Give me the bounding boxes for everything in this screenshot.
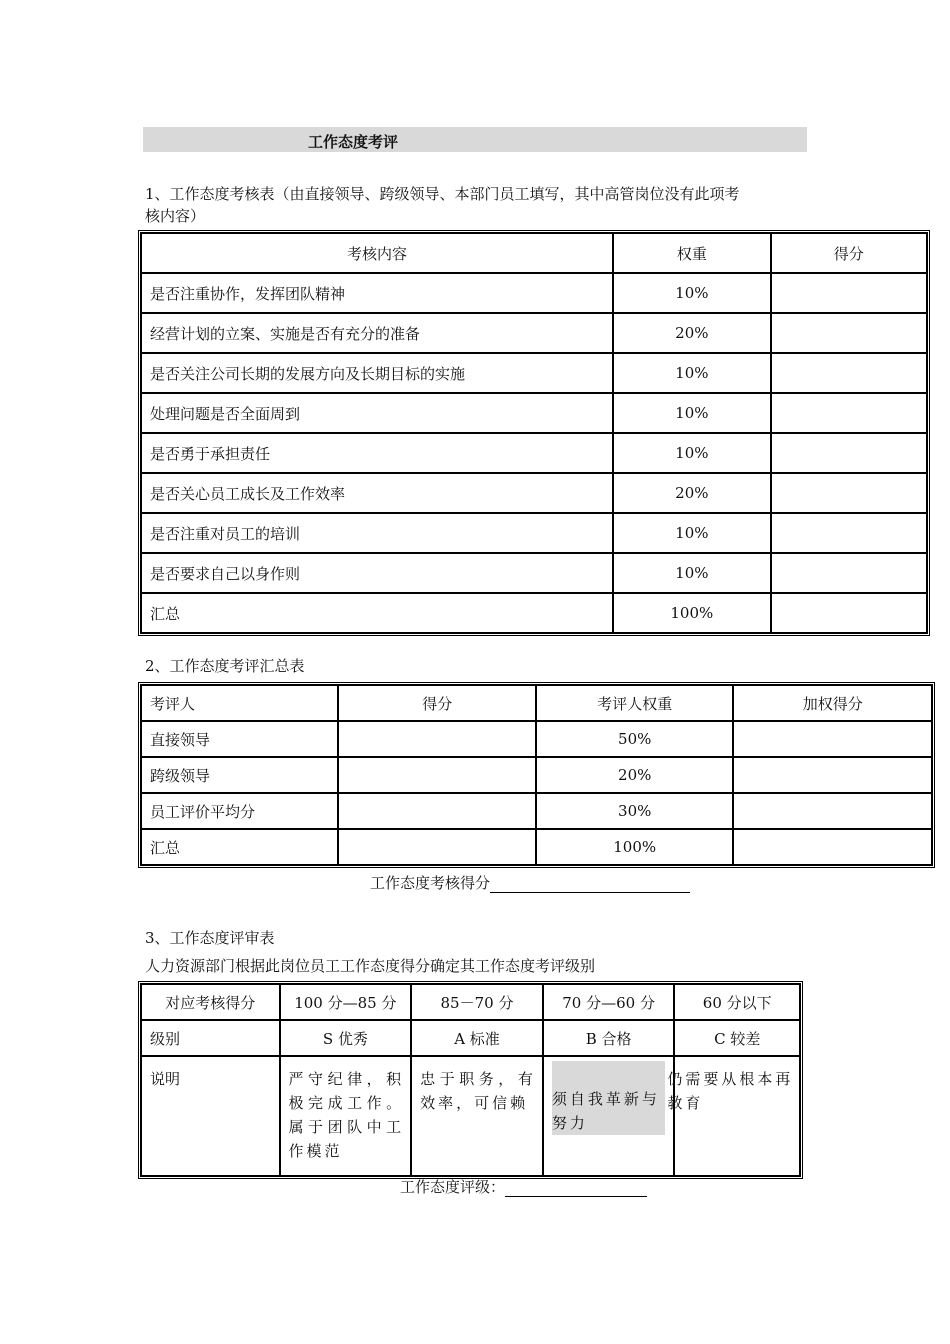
item-cell: 是否勇于承担责任 xyxy=(141,433,613,473)
score-cell[interactable] xyxy=(771,313,927,353)
header-item: 考核内容 xyxy=(141,233,613,273)
item-cell: 是否注重协作，发挥团队精神 xyxy=(141,273,613,313)
attitude-assessment-table xyxy=(138,230,930,636)
page-title: 工作态度考评 xyxy=(308,133,399,151)
table-row xyxy=(141,793,932,829)
title-bar xyxy=(143,127,807,152)
description-row xyxy=(141,1056,800,1176)
weighted-cell[interactable] xyxy=(733,793,932,829)
table-row xyxy=(141,313,927,353)
header-score: 得分 xyxy=(338,685,535,721)
description-b xyxy=(552,1061,666,1135)
item-cell: 是否注重对员工的培训 xyxy=(141,513,613,553)
description-c: 仍需要从根本再教育 xyxy=(667,1070,794,1112)
section2-heading: 2、工作态度考评汇总表 xyxy=(145,657,305,675)
description-s: 严守纪律，积极完成工作。属于团队中工作模范 xyxy=(280,1056,412,1176)
weight-cell: 100% xyxy=(613,593,771,633)
weighted-cell[interactable] xyxy=(733,721,932,757)
description-a: 忠于职务，有效率，可信赖 xyxy=(411,1056,543,1176)
section3-heading: 3、工作态度评审表 xyxy=(145,929,275,947)
weight-cell: 10% xyxy=(613,353,771,393)
score-range-label: 对应考核得分 xyxy=(141,984,280,1020)
rater-cell: 跨级领导 xyxy=(141,757,338,793)
table-row-total xyxy=(141,829,932,865)
score-range-b: 70 分—60 分 xyxy=(543,984,675,1020)
weight-cell: 100% xyxy=(536,829,733,865)
level-s: S 优秀 xyxy=(280,1020,412,1056)
table-row xyxy=(141,273,927,313)
attitude-level-label: 工作态度评级： xyxy=(400,1178,506,1196)
weight-cell: 10% xyxy=(613,513,771,553)
header-weighted-score: 加权得分 xyxy=(733,685,932,721)
score-cell[interactable] xyxy=(338,829,535,865)
score-cell[interactable] xyxy=(771,553,927,593)
table-header-row xyxy=(141,233,927,273)
header-weight: 权重 xyxy=(613,233,771,273)
score-cell[interactable] xyxy=(338,757,535,793)
weight-cell: 20% xyxy=(613,473,771,513)
section1-heading xyxy=(145,183,740,227)
score-cell[interactable] xyxy=(338,793,535,829)
attitude-level-blank[interactable] xyxy=(505,1180,647,1197)
header-rater: 考评人 xyxy=(141,685,338,721)
level-c: C 较差 xyxy=(674,1020,800,1056)
description-c-cell xyxy=(667,1056,800,1176)
weight-cell: 30% xyxy=(536,793,733,829)
item-cell: 是否关注公司长期的发展方向及长期目标的实施 xyxy=(141,353,613,393)
weight-cell: 10% xyxy=(613,553,771,593)
score-cell[interactable] xyxy=(338,721,535,757)
score-cell[interactable] xyxy=(771,513,927,553)
score-range-c: 60 分以下 xyxy=(674,984,800,1020)
table-row xyxy=(141,473,927,513)
header-score: 得分 xyxy=(771,233,927,273)
score-range-row xyxy=(141,984,800,1020)
score-cell[interactable] xyxy=(771,353,927,393)
description-b-cell xyxy=(543,1056,675,1176)
weight-cell: 20% xyxy=(613,313,771,353)
attitude-score-label: 工作态度考核得分 xyxy=(370,874,491,892)
weight-cell: 10% xyxy=(613,393,771,433)
level-a: A 标准 xyxy=(411,1020,543,1056)
header-rater-weight: 考评人权重 xyxy=(536,685,733,721)
attitude-level-line xyxy=(400,1177,647,1197)
score-cell[interactable] xyxy=(771,273,927,313)
description-label: 说明 xyxy=(141,1056,280,1176)
table-row-total xyxy=(141,593,927,633)
attitude-summary-table xyxy=(138,682,935,868)
score-range-a: 85－70 分 xyxy=(411,984,543,1020)
rater-cell: 直接领导 xyxy=(141,721,338,757)
weighted-cell[interactable] xyxy=(733,757,932,793)
item-cell: 处理问题是否全面周到 xyxy=(141,393,613,433)
table-row xyxy=(141,553,927,593)
attitude-score-blank[interactable] xyxy=(490,876,690,893)
score-cell[interactable] xyxy=(771,433,927,473)
description-b-text: 须自我革新与努力 xyxy=(551,1090,660,1132)
table-row xyxy=(141,433,927,473)
table-header-row xyxy=(141,685,932,721)
table-row xyxy=(141,721,932,757)
score-cell[interactable] xyxy=(771,593,927,633)
weight-cell: 10% xyxy=(613,273,771,313)
weight-cell: 20% xyxy=(536,757,733,793)
weight-cell: 10% xyxy=(613,433,771,473)
table-row xyxy=(141,757,932,793)
item-cell: 汇总 xyxy=(141,593,613,633)
level-b: B 合格 xyxy=(543,1020,675,1056)
section3-subheading: 人力资源部门根据此岗位员工工作态度得分确定其工作态度考评级别 xyxy=(145,957,596,975)
item-cell: 是否要求自己以身作则 xyxy=(141,553,613,593)
item-cell: 经营计划的立案、实施是否有充分的准备 xyxy=(141,313,613,353)
table-row xyxy=(141,513,927,553)
attitude-review-table xyxy=(138,981,803,1179)
attitude-score-line xyxy=(370,873,690,893)
rater-cell: 员工评价平均分 xyxy=(141,793,338,829)
score-range-s: 100 分—85 分 xyxy=(280,984,412,1020)
item-cell: 是否关心员工成长及工作效率 xyxy=(141,473,613,513)
rater-cell: 汇总 xyxy=(141,829,338,865)
weighted-cell[interactable] xyxy=(733,829,932,865)
level-label: 级别 xyxy=(141,1020,280,1056)
level-row xyxy=(141,1020,800,1056)
table-row xyxy=(141,353,927,393)
section1-heading-line2: 核内容） xyxy=(145,207,206,225)
weight-cell: 50% xyxy=(536,721,733,757)
score-cell[interactable] xyxy=(771,473,927,513)
section1-heading-line1: 1、工作态度考核表（由直接领导、跨级领导、本部门员工填写，其中高管岗位没有此项考 xyxy=(145,185,740,203)
table-row xyxy=(141,393,927,433)
score-cell[interactable] xyxy=(771,393,927,433)
